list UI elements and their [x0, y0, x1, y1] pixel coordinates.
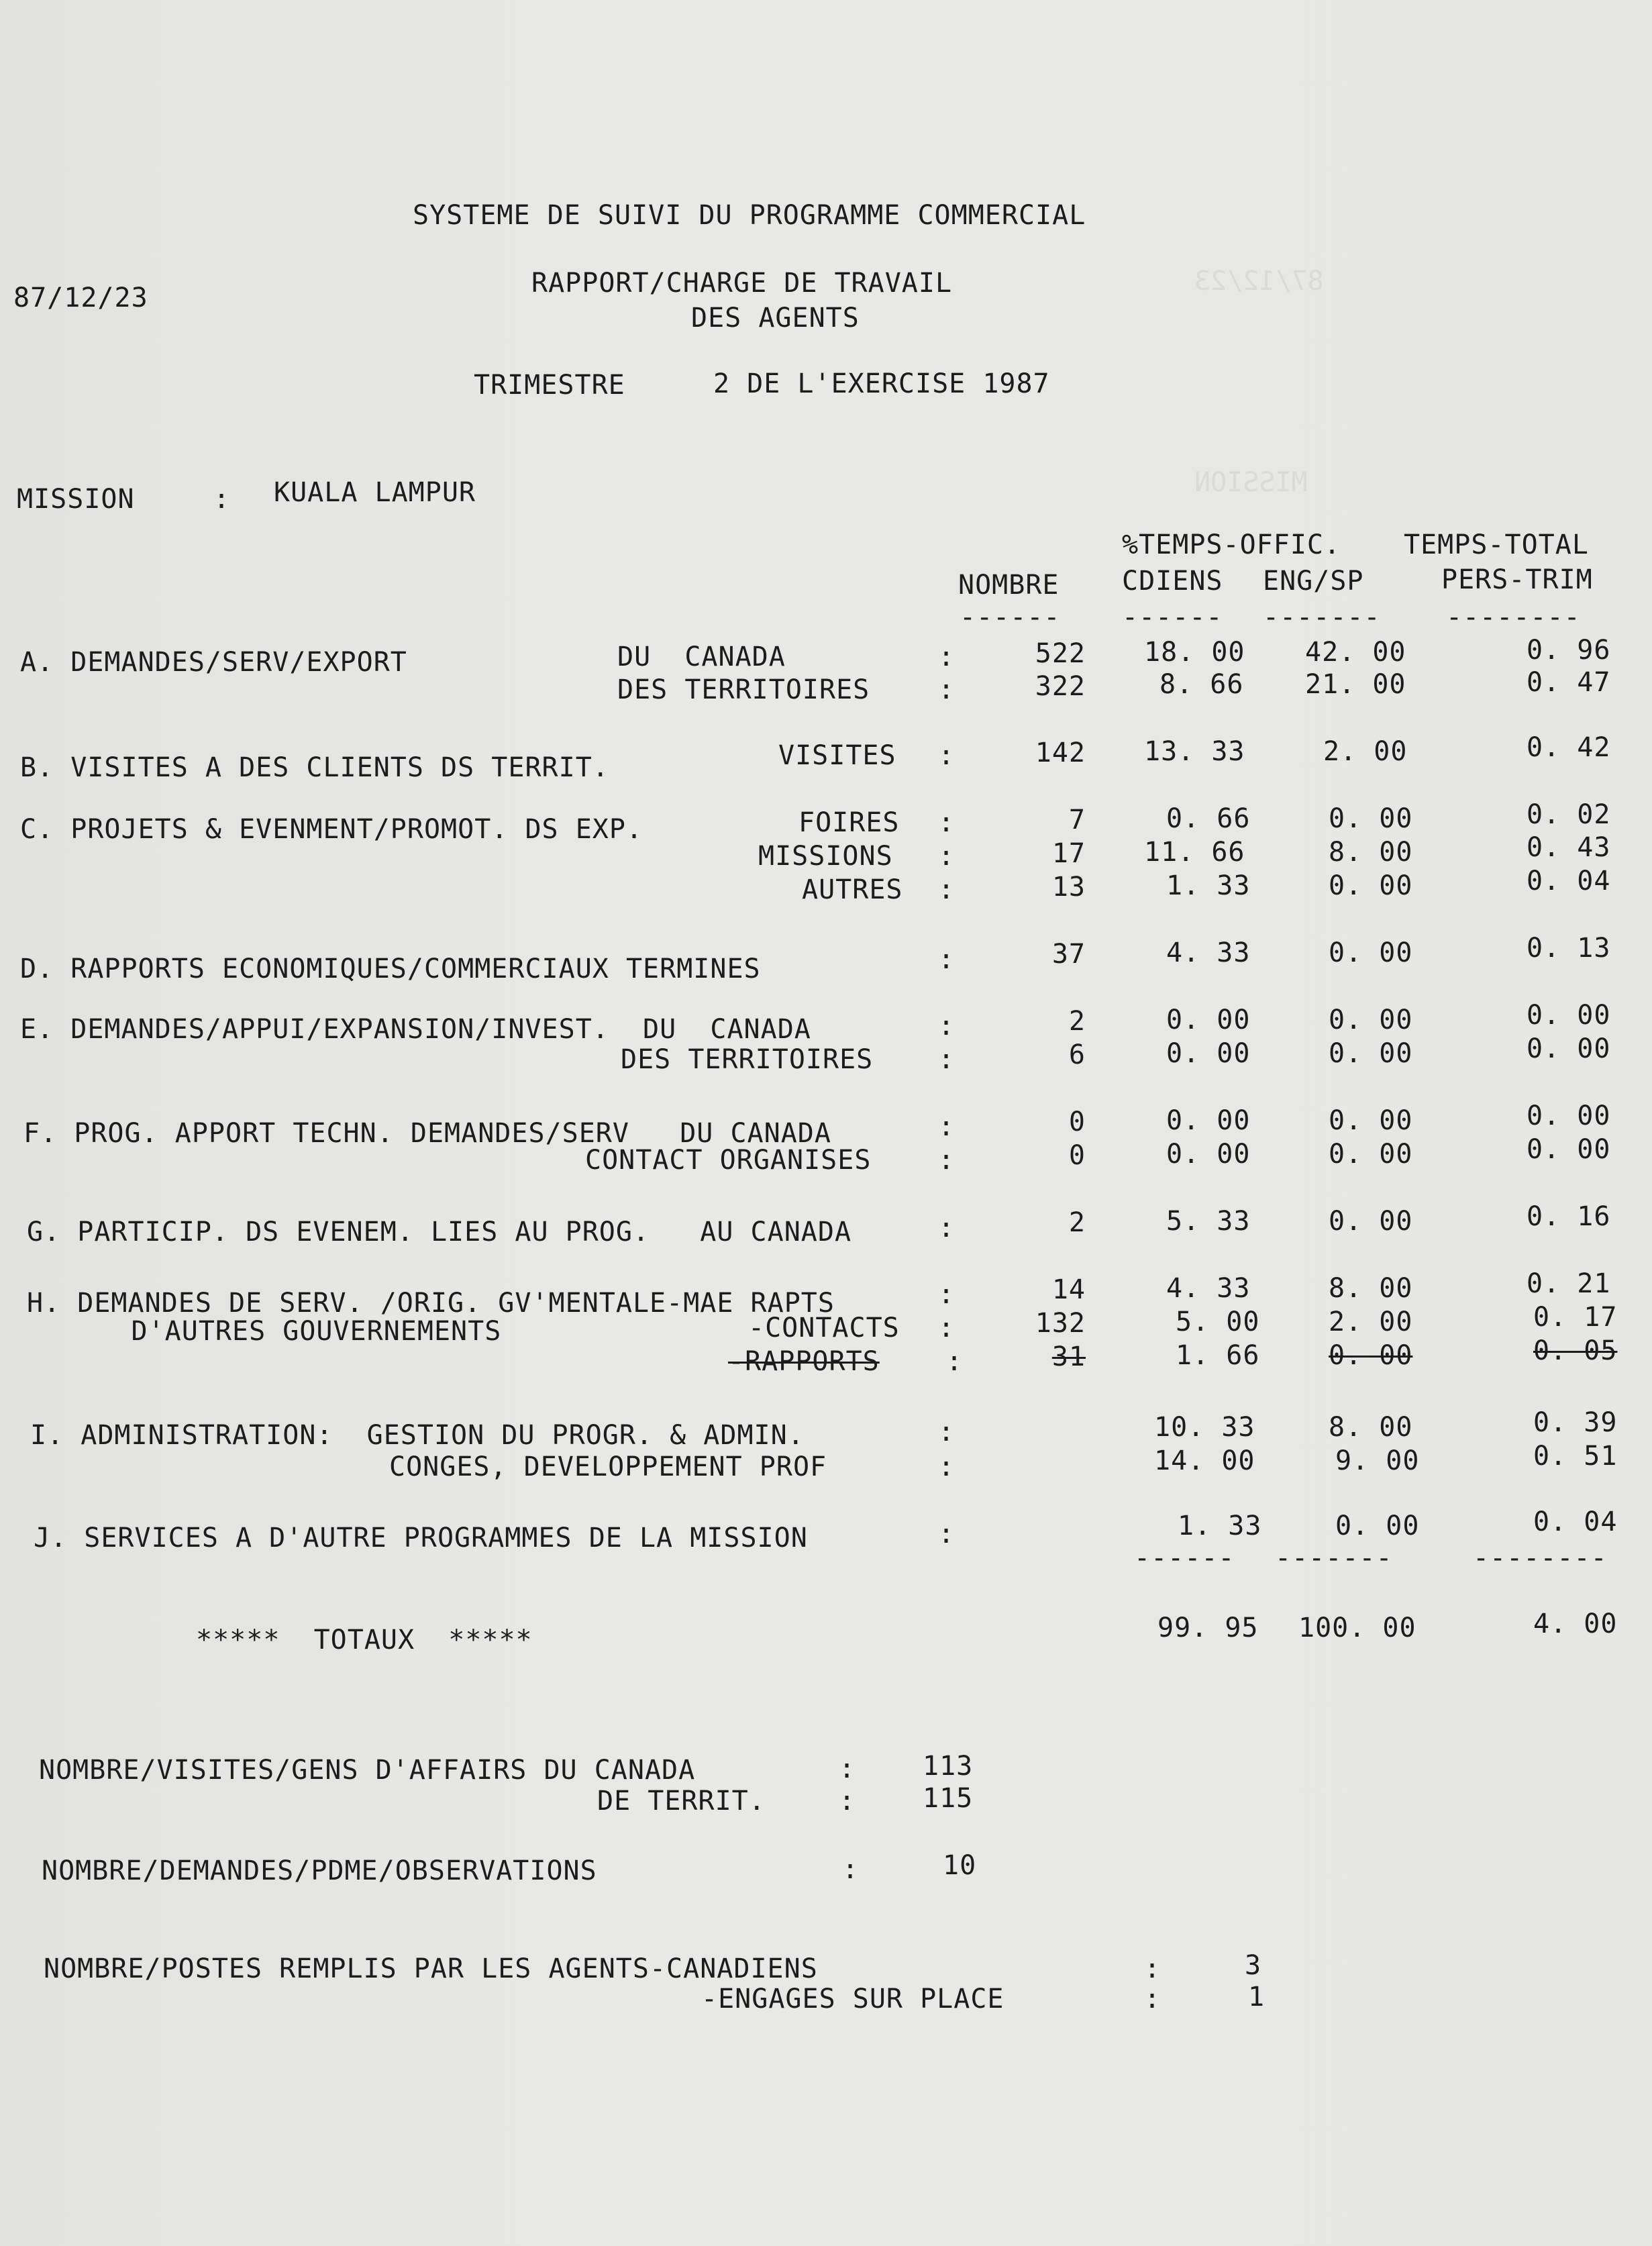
cell-nombre: 522 [1035, 638, 1086, 669]
summary-colon: : [1144, 1953, 1161, 1984]
header-dashes-engsp: ------- [1263, 602, 1381, 633]
row-label: F. PROG. APPORT TECHN. DEMANDES/SERV DU CANADA [23, 1118, 831, 1149]
row-label: J. SERVICES A D'AUTRE PROGRAMMES DE LA MISSION [34, 1523, 808, 1553]
cell-cdiens: 13. 33 [1144, 736, 1245, 767]
cell-engsp: 0. 00 [1329, 937, 1413, 968]
row-sub: -CONTACTS [748, 1313, 900, 1343]
row-colon: : [938, 1417, 956, 1447]
cell-engsp: 42. 00 [1305, 637, 1406, 668]
row-colon: : [938, 944, 956, 975]
cell-total: 0. 16 [1527, 1201, 1611, 1232]
cell-nombre: 13 [1051, 872, 1086, 903]
cell-cdiens: 0. 66 [1166, 803, 1251, 834]
cell-nombre: 142 [1035, 737, 1086, 768]
report-title-line2: DES AGENTS [691, 303, 860, 334]
summary-demandes-label: NOMBRE/DEMANDES/PDME/OBSERVATIONS [42, 1855, 597, 1886]
cell-total: 0. 02 [1527, 799, 1611, 830]
row-label: C. PROJETS & EVENMENT/PROMOT. DS EXP. [20, 814, 643, 845]
summary-postes-canadiens: 3 [1245, 1950, 1262, 1981]
cell-engsp: 0. 00 [1329, 1038, 1413, 1069]
cell-nombre: 0 [1068, 1107, 1086, 1137]
summary-colon: : [1144, 1984, 1161, 2014]
cell-total: 0. 04 [1527, 866, 1611, 897]
cell-cdiens: 14. 00 [1154, 1445, 1255, 1476]
row-sub: CONTACT ORGANISES [585, 1145, 872, 1176]
row-colon: : [938, 1011, 956, 1041]
row-label: D'AUTRES GOUVERNEMENTS [30, 1316, 502, 1347]
cell-nombre: 132 [1035, 1308, 1086, 1339]
row-label: B. VISITES A DES CLIENTS DS TERRIT. [20, 752, 609, 783]
cell-total: 0. 04 [1533, 1507, 1618, 1537]
cell-cdiens: 0. 00 [1166, 1005, 1251, 1035]
summary-visites-canada: 113 [923, 1751, 974, 1782]
row-sub: DU CANADA [617, 642, 786, 672]
row-colon: : [938, 674, 956, 705]
row-sub: CONGES, DEVELOPPEMENT PROF [389, 1451, 827, 1482]
row-colon: : [938, 642, 956, 672]
mission-label: MISSION [17, 484, 135, 515]
cell-engsp: 0. 00 [1329, 803, 1413, 834]
bleed-through-mission: MISSION [1194, 467, 1308, 498]
header-dashes-nombre: ------ [960, 602, 1061, 633]
cell-total: 0. 00 [1527, 1134, 1611, 1165]
row-label: H. DEMANDES DE SERV. /ORIG. GV'MENTALE-MAE RAPTS [27, 1288, 835, 1319]
mission-value: KUALA LAMPUR [274, 477, 476, 508]
row-sub: FOIRES [798, 807, 900, 838]
header-dashes-total: -------- [1446, 602, 1581, 633]
row-colon: : [938, 1519, 956, 1549]
cell-cdiens: 5. 33 [1166, 1206, 1251, 1237]
cell-nombre: 14 [1051, 1274, 1086, 1305]
cell-engsp: 2. 00 [1329, 1307, 1413, 1337]
cell-nombre: 17 [1051, 838, 1086, 869]
col-header-nombre: NOMBRE [958, 570, 1060, 601]
row-colon: : [938, 1313, 956, 1343]
cell-engsp: 2. 00 [1323, 736, 1408, 767]
summary-colon: : [842, 1854, 860, 1885]
row-colon: : [938, 1213, 956, 1243]
row-colon: : [938, 1111, 956, 1142]
period-label: TRIMESTRE [474, 370, 625, 401]
cell-nombre: 7 [1068, 805, 1086, 835]
row-label: A. DEMANDES/SERV/EXPORT [20, 647, 407, 678]
header-dashes-cdiens: ------ [1122, 602, 1223, 633]
cell-total: 0. 00 [1527, 1033, 1611, 1064]
row-sub: AUTRES [802, 874, 903, 905]
report-title-line1: RAPPORT/CHARGE DE TRAVAIL [531, 268, 953, 299]
cell-nombre: 31 [1051, 1341, 1086, 1372]
cell-nombre: 322 [1035, 671, 1086, 702]
totals-total: 4. 00 [1533, 1609, 1618, 1639]
cell-engsp: 0. 00 [1329, 1340, 1413, 1371]
cell-engsp: 8. 00 [1329, 1412, 1413, 1443]
row-sub: DES TERRITOIRES [621, 1044, 874, 1075]
cell-nombre: 37 [1051, 939, 1086, 970]
cell-total: 0. 43 [1527, 832, 1611, 863]
row-colon: : [938, 740, 956, 771]
cell-engsp: 21. 00 [1305, 669, 1406, 700]
cell-total: 0. 13 [1527, 933, 1611, 964]
cell-engsp: 0. 00 [1329, 1206, 1413, 1237]
totals-engsp: 100. 00 [1298, 1613, 1416, 1643]
summary-postes-label: NOMBRE/POSTES REMPLIS PAR LES AGENTS-CANADIENS [44, 1953, 818, 1984]
row-sub: -RAPPORTS [728, 1346, 880, 1377]
totals-cdiens: 99. 95 [1157, 1613, 1259, 1643]
cell-engsp: 0. 00 [1335, 1511, 1420, 1541]
cell-total: 0. 51 [1533, 1441, 1618, 1472]
row-colon: : [938, 1044, 956, 1075]
cell-cdiens: 0. 00 [1166, 1105, 1251, 1136]
cell-nombre: 2 [1068, 1006, 1086, 1037]
row-sub: MISSIONS [758, 841, 893, 872]
cell-cdiens: 11. 66 [1144, 837, 1245, 868]
row-label: G. PARTICIP. DS EVENEM. LIES AU PROG. AU CANADA [27, 1217, 852, 1247]
col-header-total-bottom: PERS-TRIM [1441, 564, 1593, 595]
cell-cdiens: 8. 66 [1159, 669, 1244, 700]
cell-total: 0. 39 [1533, 1407, 1618, 1438]
summary-visites-label: NOMBRE/VISITES/GENS D'AFFAIRS DU CANADA [39, 1755, 696, 1786]
summary-visites-territ: 115 [923, 1783, 974, 1814]
cell-engsp: 8. 00 [1329, 837, 1413, 868]
cell-total: 0. 42 [1527, 732, 1611, 763]
cell-engsp: 9. 00 [1335, 1445, 1420, 1476]
cell-nombre: 6 [1068, 1039, 1086, 1070]
cell-cdiens: 10. 33 [1154, 1412, 1255, 1443]
cell-total: 0. 96 [1527, 635, 1611, 666]
cell-engsp: 8. 00 [1329, 1273, 1413, 1304]
row-colon: : [946, 1346, 964, 1377]
cell-nombre: 0 [1068, 1140, 1086, 1171]
cell-cdiens: 0. 00 [1166, 1038, 1251, 1069]
cell-cdiens: 4. 33 [1166, 937, 1251, 968]
summary-territ-label: DE TERRIT. [597, 1786, 766, 1817]
cell-cdiens: 4. 33 [1166, 1273, 1251, 1304]
summary-demandes-value: 10 [943, 1850, 977, 1881]
cell-engsp: 0. 00 [1329, 1139, 1413, 1170]
cell-cdiens: 5. 00 [1176, 1307, 1260, 1337]
row-label: E. DEMANDES/APPUI/EXPANSION/INVEST. DU CANADA [20, 1014, 811, 1045]
cell-cdiens: 1. 66 [1176, 1340, 1260, 1371]
cell-total: 0. 17 [1533, 1302, 1618, 1333]
col-header-pct: %TEMPS-OFFIC. [1122, 529, 1341, 560]
total-dashes-engsp: ------- [1275, 1543, 1393, 1574]
cell-total: 0. 21 [1527, 1268, 1611, 1299]
row-sub: DES TERRITOIRES [617, 674, 870, 705]
cell-cdiens: 1. 33 [1178, 1511, 1262, 1541]
col-header-engsp: ENG/SP [1263, 566, 1364, 597]
col-header-total-top: TEMPS-TOTAL [1404, 529, 1589, 560]
cell-total: 0. 00 [1527, 1000, 1611, 1031]
cell-engsp: 0. 00 [1329, 870, 1413, 901]
system-title: SYSTEME DE SUIVI DU PROGRAMME COMMERCIAL [413, 200, 1086, 231]
col-header-cdiens: CDIENS [1122, 566, 1223, 597]
summary-colon: : [839, 1786, 856, 1817]
row-label: I. ADMINISTRATION: GESTION DU PROGR. & ADMIN. [30, 1420, 805, 1451]
report-date: 87/12/23 [13, 283, 148, 313]
bleed-through-date: 87/12/23 [1194, 266, 1324, 297]
row-colon: : [938, 874, 956, 905]
cell-cdiens: 1. 33 [1166, 870, 1251, 901]
row-colon: : [938, 1145, 956, 1176]
cell-engsp: 0. 00 [1329, 1105, 1413, 1136]
period-value: 2 DE L'EXERCISE 1987 [713, 368, 1050, 399]
cell-cdiens: 18. 00 [1144, 637, 1245, 668]
summary-postes-local: 1 [1248, 1982, 1266, 2012]
row-colon: : [938, 1451, 956, 1482]
cell-total: 0. 05 [1533, 1335, 1618, 1366]
summary-local-label: -ENGAGES SUR PLACE [701, 1984, 1004, 2014]
row-colon: : [938, 1279, 956, 1310]
row-colon: : [938, 807, 956, 838]
summary-colon: : [839, 1753, 856, 1784]
cell-total: 0. 47 [1527, 667, 1611, 698]
row-colon: : [938, 841, 956, 872]
total-dashes-total: -------- [1473, 1543, 1608, 1574]
totals-label: ***** TOTAUX ***** [196, 1625, 533, 1655]
cell-total: 0. 00 [1527, 1101, 1611, 1131]
row-sub: VISITES [778, 740, 896, 771]
cell-nombre: 2 [1068, 1207, 1086, 1238]
total-dashes-cdiens: ------ [1134, 1543, 1235, 1574]
cell-engsp: 0. 00 [1329, 1005, 1413, 1035]
cell-cdiens: 0. 00 [1166, 1139, 1251, 1170]
row-label: D. RAPPORTS ECONOMIQUES/COMMERCIAUX TERMINES [20, 954, 761, 984]
mission-separator: : [213, 484, 231, 515]
